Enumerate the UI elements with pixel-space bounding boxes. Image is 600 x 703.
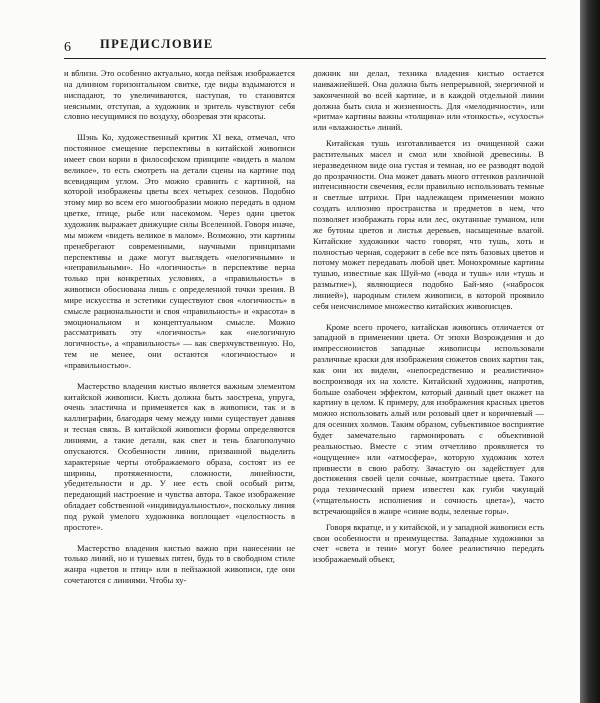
paragraph: Шэнь Ко, художественный критик XI века, отмечал, что постоянное смещение перспективы в китайской живописи имеет свои корни в философском принципе «видеть в малом великое», то есть смотреть на детали сцены на картине под всевидящим углом. Это можно сравнить с картиной, на которой изображены цветы всех четырех сезонов. Подобно этому мир во всем его многообразии можно передать в одном цветке, птице, рыбе или насекомом. Через один цветок художник выражает движущие силы Вселенной. Говоря иначе, мы можем «видеть великое в малом». Возможно, эти картины пренебрегают современными, научными принципами перспективы и даже могут выглядеть «нелогичными» и «неправильными». Но «логичность» в перспективе верна только при конкретных условиях, а «правильность» в живописи обоснована лишь с определенной точки зрения. В мире искусства и эстетики существуют своя «логичность» в смысле рациональности и своя «правильность» и «красота» в эмоциональном и концептуальном смысле. Можно рассматривать эту «логичность» как «нелогичную логичность», а «правильность» — как сверхчувственную. Но, тем не менее, они остаются «логичностью» и «правильностью».	[64, 132, 295, 370]
paragraph: Кроме всего прочего, китайская живопись отличается от западной в применении цвета. От эпохи Возрождения и до импрессионистов западные живописцы использовали различные краски для изображения сюжетов своих картин так, как они их видели, «непосредственно и реалистично» воспроизводя их на холсте. Китайский художник, напротив, больше озабочен эффектом, который данный цвет окажет на картину в целом. К примеру, для изображения красных цветов можно использовать алый или розовый цвет и коричневый — для осенних холмов. Таким образом, субъективное восприятие будет замечательно гармонировать с объективной реальностью. Вместе с этим отчетливо проявляется то «ощущение» или «атмосфера», которую художник хотел привнести в свою работу. Зачастую он задействует для достижения своей цели сочные, контрастные цвета. Такого рода технический прием известен как гунби чжунцай («тщательность исполнения и сочность цвета»), часто встречающийся в жанре «синие воды, зеленые горы».	[313, 321, 544, 516]
running-title: ПРЕДИСЛОВИЕ	[100, 37, 214, 51]
paragraph: Мастерство владения кистью важно при нанесении не только линий, но и тушевых пятен, будь то в свободном стиле жанра «цветов и птиц» или в пейзажной живописи, где они сочетаются с линиями. Чтобы ху-	[64, 542, 295, 586]
paragraph: и вблизи. Это особенно актуально, когда пейзаж изображается на длинном горизонтальном свитке, где виды вздымаются и ниспадают, то увеличиваются, наступая, то становятся неясными, отступая, а художник и зритель чувствуют себя словно несущимися по воздуху, обозревая эти красоты.	[64, 68, 295, 122]
left-column	[64, 68, 295, 586]
paragraph: дожник ни делал, техника владения кистью остается наиважнейшей. Она должна быть непрерывной, энергичной и законченной во всей картине, и в каждой отдельной линии должна быть сила и жизненность. Для «мелодичности», или «ритма» картины важны «толщина» или «тонкость», «сухость» или «влажность» линий.	[313, 68, 544, 133]
paragraph: Мастерство владения кистью является важным элементом китайской живописи. Кисть должна быть заострена, упруга, очень эластична и применяется как в живописи, так и в каллиграфии, благодаря чему между ними существует давняя и тесная связь. В китайской живописи формы определяются линиями, а такие детали, как свет и тень благополучно опускаются. Особенности линии, призванной выделить характерные черты отображаемого образа, состоят из ее ширины, протяженности, сложности, линейности, убедительности и др. У нее есть свой особый ритм, передающий настроение и чувства автора. Такое изображение обладает собственной «индивидуальностью», поскольку линия под рукой умелого художника воплощает «целостность в простоте».	[64, 380, 295, 532]
paragraph: Говоря вкратце, и у китайской, и у западной живописи есть свои особенности и преимущества. Западные художники за счет «света и тени» могут более реалистично передать изображаемый объект,	[313, 521, 544, 565]
book-binding-edge	[580, 0, 600, 703]
header-rule	[64, 58, 546, 59]
page-number: 6	[64, 40, 71, 55]
right-column	[313, 68, 544, 565]
paragraph: Китайская тушь изготавливается из очищенной сажи растительных масел и смол или хвойной древесины. В неразведенном виде она густая и темная, но ее разводят водой до прозрачности. Она может давать много оттенков различной интенсивности свечения, если правильно использовать темные и светлые штрихи. При надлежащем применении можно создать иллюзию пространства и предметов в нем, что позволяет изображать горы или лес, окутанные туманом, или же бутоны цветов и листья деревьев, насыщенные влагой. Китайские художники часто говорят, что тушь, хоть и полностью черная, содержит в себе все пять базовых цветов и потому может передавать любой цвет. Монохромные картины тушью, известные как Шуй-мо («вода и тушь» или «тушь и размытие»), являющиеся подобно Бай-мяо («набросок линией»), народным стилем живописи, в которой проявило себя неисчислимое множество китайских живописцев.	[313, 138, 544, 311]
